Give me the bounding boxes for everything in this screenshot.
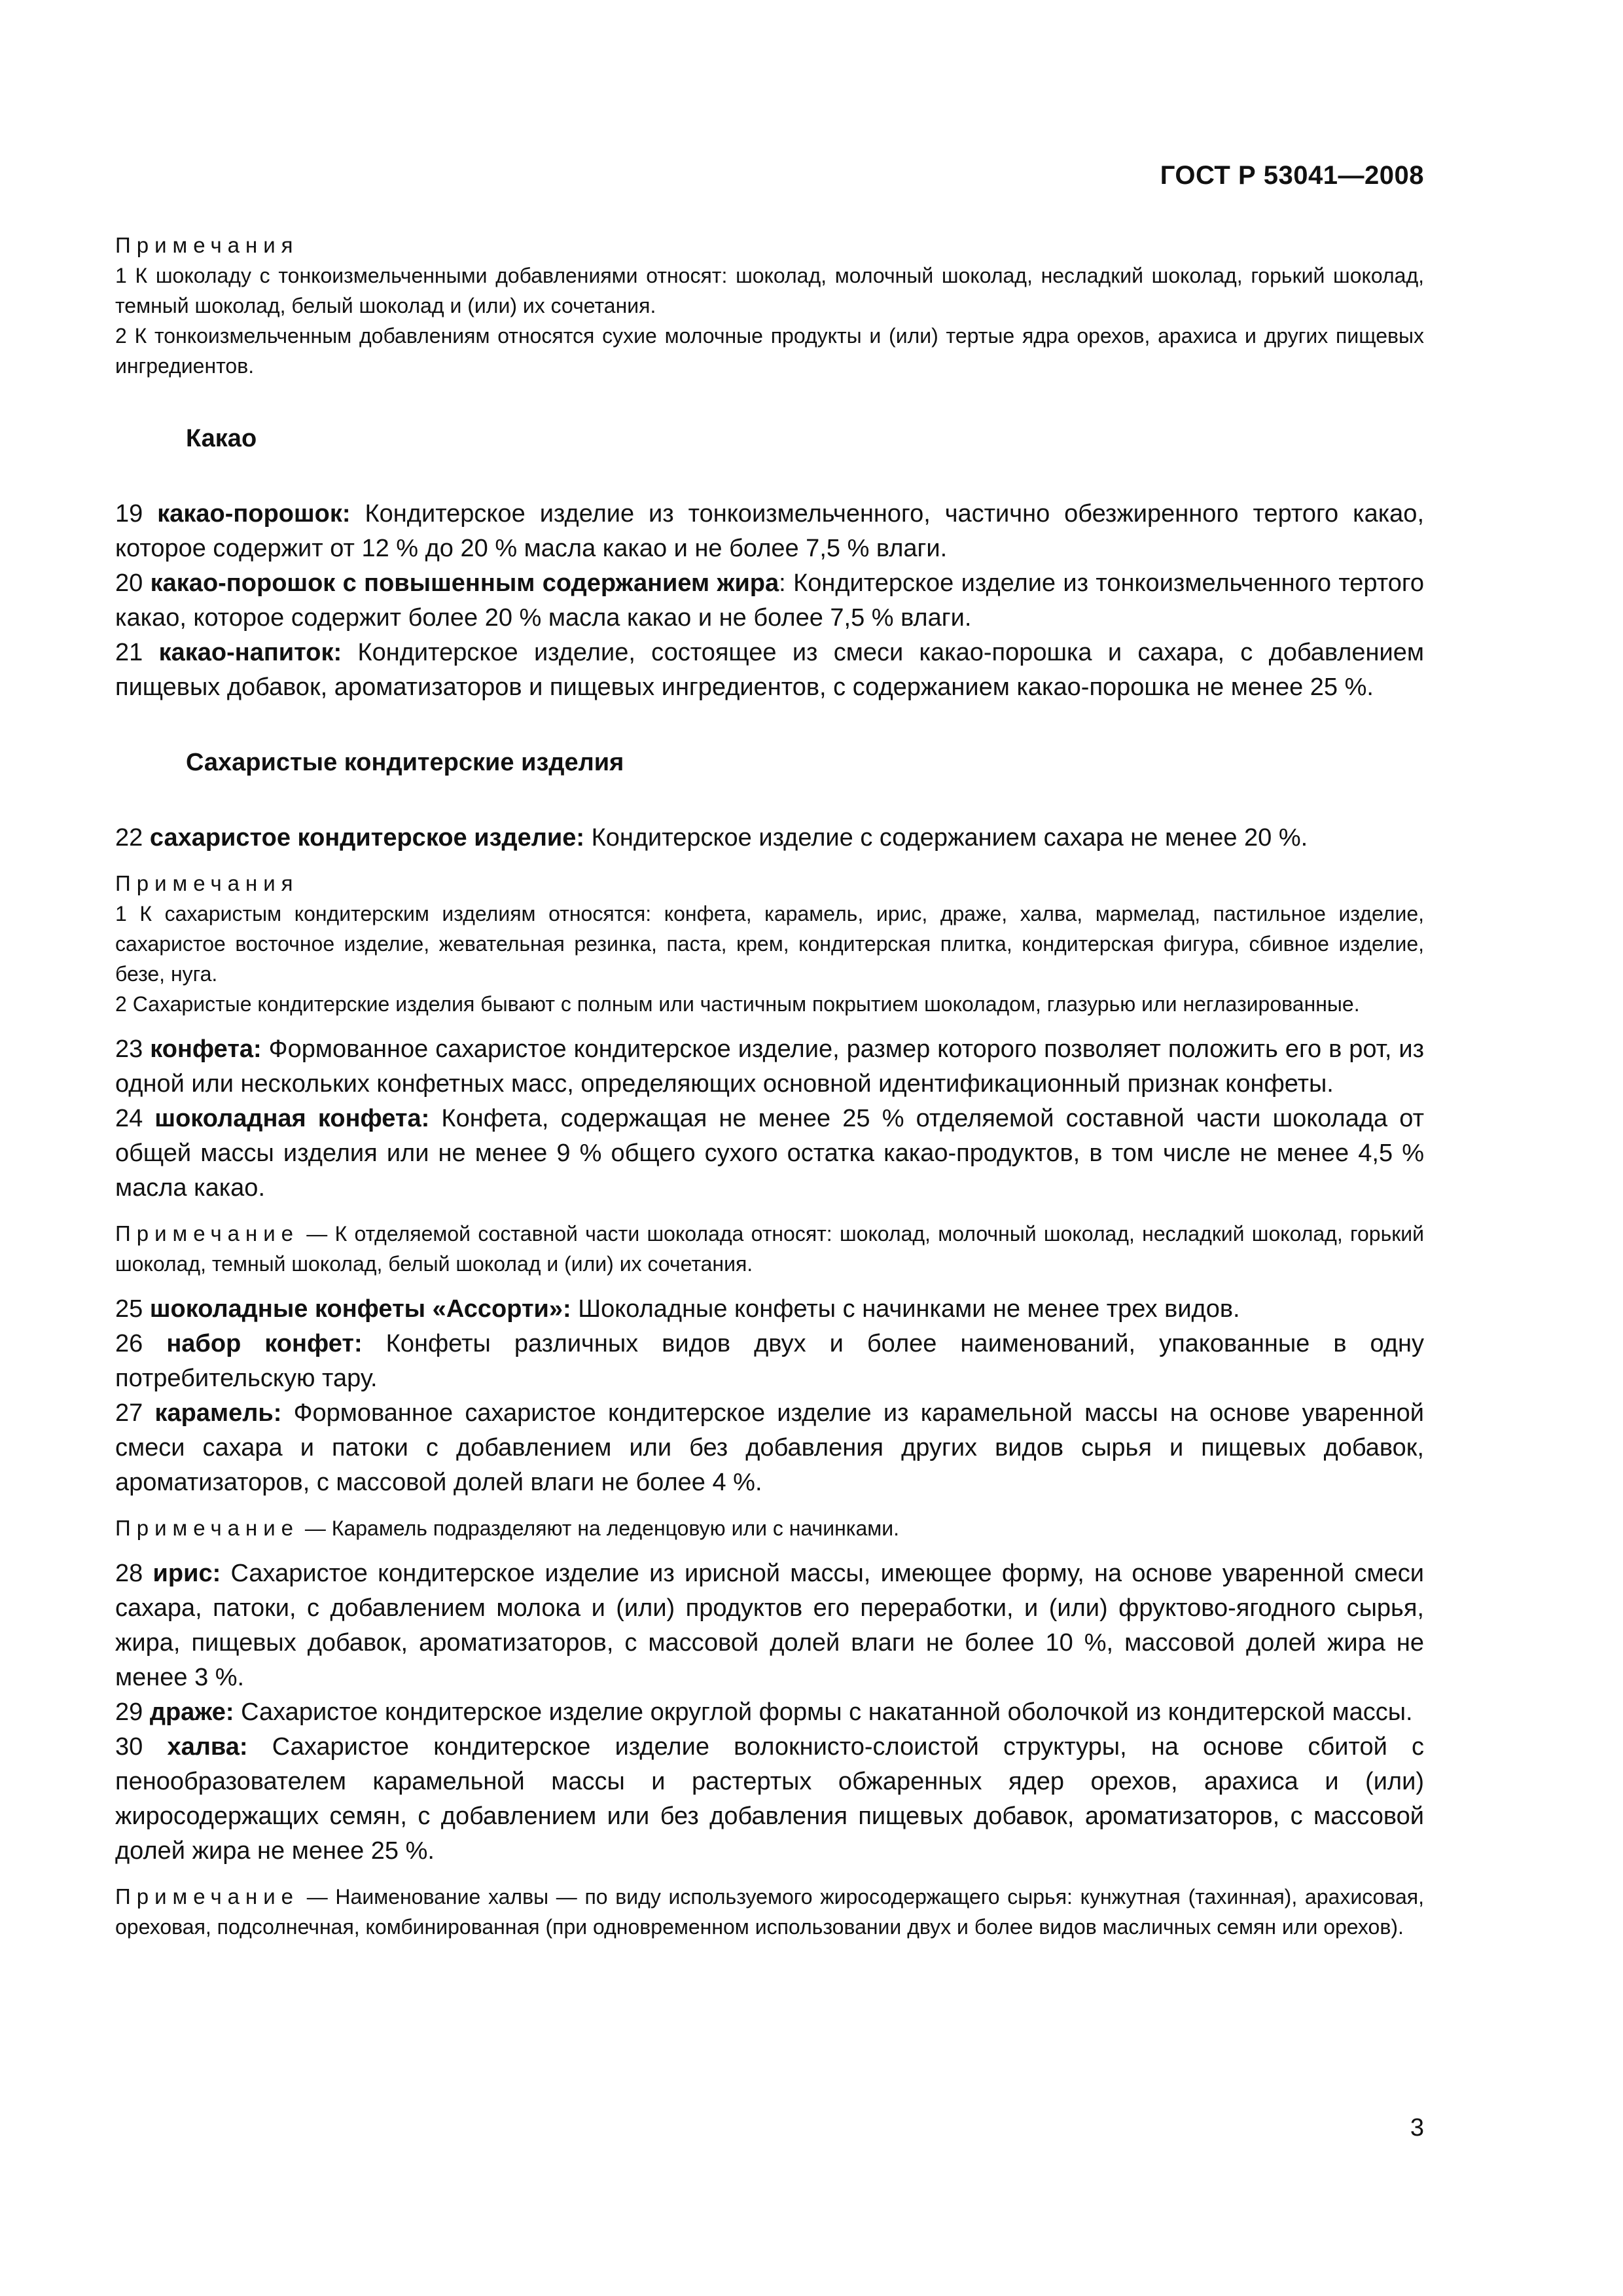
note-text: — Наименование халвы — по виду используемого жиросодержащего сырья: кунжутная (тахинная), арахисовая, ореховая, подсолнечная, комбинированная (при одновременном использовании двух и более видов масличных семян или орехов).	[115, 1885, 1424, 1939]
notes-title: Примечания	[115, 233, 299, 257]
term-definition: Сахаристое кондитерское изделие из ирисной массы, имеющее форму, на основе уваренной смеси сахара, патоки, с добавлением молока и (или) продуктов его переработки, и (или) фруктово-ягодного сырья, жира, пищевых добавок, ароматизаторов, с массовой долей влаги не более 10 %, массовой долей жира не менее 3 %.	[115, 1560, 1424, 1691]
term-number: 19	[115, 500, 143, 528]
term-number: 22	[115, 824, 143, 852]
term-number: 29	[115, 1698, 143, 1726]
term-number: 28	[115, 1560, 143, 1587]
note-inline	[115, 1219, 1424, 1279]
term-name: сахаристое кондитерское изделие:	[149, 824, 585, 852]
note-text: — Карамель подразделяют на леденцовую или с начинками.	[299, 1516, 900, 1540]
note-inline	[115, 1882, 1424, 1942]
term-definition: Сахаристое кондитерское изделие волокнисто-слоистой структуры, на основе сбитой с пенообразователем карамельной массы и растертых обжаренных ядер орехов, арахиса и (или) жиросодержащих семян, с добавлением или без добавления пищевых добавок, ароматизаторов, с массовой долей жира не менее 25 %.	[115, 1733, 1424, 1865]
document-code: ГОСТ Р 53041—2008	[1160, 161, 1424, 190]
term-28	[115, 1556, 1424, 1695]
term-name: какао-порошок:	[157, 500, 351, 528]
term-number: 24	[115, 1105, 143, 1132]
term-number: 26	[115, 1330, 143, 1357]
term-name: ирис:	[152, 1560, 221, 1587]
note-label: Примечание	[115, 1516, 300, 1540]
note-line: 1 К сахаристым кондитерским изделиям относятся: конфета, карамель, ирис, драже, халва, мармелад, пастильное изделие, сахаристое восточное изделие, жевательная резинка, паста, крем, кондитерская плитка, кондитерская фигура, сбивное изделие, безе, нуга.	[115, 902, 1424, 986]
term-name: шоколадная конфета:	[154, 1105, 430, 1132]
term-27	[115, 1396, 1424, 1500]
term-name: какао-напиток:	[158, 639, 342, 666]
term-number: 21	[115, 639, 143, 666]
term-definition: Сахаристое кондитерское изделие округлой формы с накатанной оболочкой из кондитерской массы.	[234, 1698, 1413, 1726]
term-name: драже:	[149, 1698, 234, 1726]
term-definition: Конфета, содержащая не менее 25 % отделяемой составной части шоколада от общей массы изделия или не менее 9 % общего сухого остатка какао-продуктов, в том числе не менее 4,5 % масла какао.	[115, 1105, 1424, 1202]
term-name: халва:	[167, 1733, 248, 1761]
term-24	[115, 1102, 1424, 1206]
section-heading-sugar: Сахаристые кондитерские изделия	[186, 749, 624, 776]
term-number: 27	[115, 1399, 143, 1427]
note-text: — К отделяемой составной части шоколада относят: шоколад, молочный шоколад, несладкий шоколад, горький шоколад, темный шоколад, белый шоколад и (или) их сочетания.	[115, 1222, 1424, 1276]
term-name: набор конфет:	[166, 1330, 363, 1357]
term-definition: Кондитерское изделие из тонкоизмельченного, частично обезжиренного тертого какао, которое содержит от 12 % до 20 % масла какао и не более 7,5 % влаги.	[115, 500, 1425, 562]
term-definition: : Кондитерское изделие из тонкоизмельченного тертого какао, которое содержит более 20 % масла какао и не более 7,5 % влаги.	[115, 569, 1424, 632]
term-number: 20	[115, 569, 143, 597]
notes-block	[115, 230, 1424, 381]
term-30	[115, 1730, 1424, 1869]
term-definition: Кондитерское изделие с содержанием сахара не менее 20 %.	[584, 824, 1308, 852]
section-heading-cocoa: Какао	[186, 425, 257, 452]
note-line: 2 Сахаристые кондитерские изделия бывают с полным или частичным покрытием шоколадом, глазурью или неглазированные.	[115, 992, 1360, 1016]
term-23	[115, 1032, 1424, 1102]
page-content	[115, 230, 1424, 1942]
term-definition: Кондитерское изделие, состоящее из смеси какао-порошка и сахара, с добавлением пищевых добавок, ароматизаторов и пищевых ингредиентов, с содержанием какао-порошка не менее 25 %.	[115, 639, 1425, 701]
term-name: какао-порошок с повышенным содержанием жира	[150, 569, 779, 597]
term-22	[115, 821, 1424, 855]
term-definition: Формованное сахаристое кондитерское изделие, размер которого позволяет положить его в рот, из одной или нескольких конфетных масс, определяющих основной идентификационный признак конфеты.	[115, 1035, 1425, 1098]
term-number: 25	[115, 1295, 143, 1323]
term-definition: Конфеты различных видов двух и более наименований, упакованные в одну потребительскую тару.	[115, 1330, 1424, 1392]
term-definition: Шоколадные конфеты с начинками не менее трех видов.	[571, 1295, 1240, 1323]
term-number: 30	[115, 1733, 143, 1761]
term-name: карамель:	[154, 1399, 282, 1427]
note-label: Примечание	[115, 1221, 300, 1246]
note-label: Примечание	[115, 1884, 300, 1909]
term-definition: Формованное сахаристое кондитерское изделие из карамельной массы на основе уваренной смеси сахара и патоки с добавлением или без добавления других видов сырья и пищевых добавок, ароматизаторов, с массовой долей влаги не более 4 %.	[115, 1399, 1424, 1496]
term-name: шоколадные конфеты «Ассорти»:	[149, 1295, 571, 1323]
term-21	[115, 636, 1424, 705]
notes-title: Примечания	[115, 871, 299, 895]
term-29	[115, 1695, 1424, 1730]
notes-block	[115, 869, 1424, 1019]
note-line: 2 К тонкоизмельченным добавлениям относятся сухие молочные продукты и (или) тертые ядра орехов, арахиса и других пищевых ингредиентов.	[115, 324, 1424, 378]
term-number: 23	[115, 1035, 143, 1063]
page-number: 3	[1410, 2114, 1424, 2142]
term-name: конфета:	[150, 1035, 262, 1063]
term-19	[115, 497, 1424, 566]
note-inline	[115, 1513, 1424, 1543]
term-25	[115, 1292, 1424, 1327]
term-26	[115, 1327, 1424, 1396]
term-20	[115, 566, 1424, 636]
note-line: 1 К шоколаду с тонкоизмельченными добавлениями относят: шоколад, молочный шоколад, несладкий шоколад, горький шоколад, темный шоколад, белый шоколад и (или) их сочетания.	[115, 264, 1424, 317]
